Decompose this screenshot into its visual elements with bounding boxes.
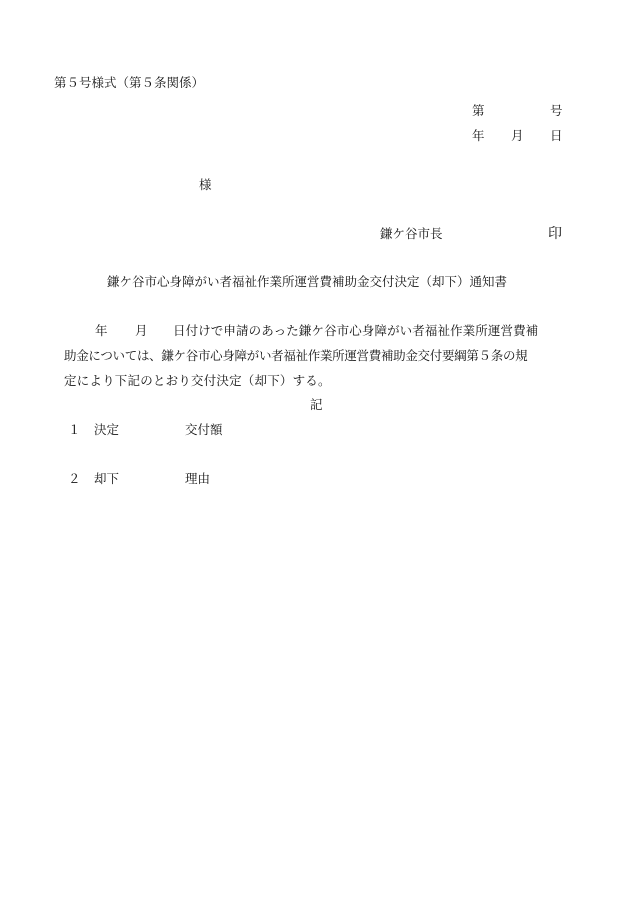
item-2-label: 却下 bbox=[94, 471, 120, 486]
document-number-suffix: 号 bbox=[550, 103, 563, 118]
seal-mark: 印 bbox=[548, 226, 562, 242]
body-line-2: 助金については、鎌ケ谷市心身障がい者福祉作業所運営費補助金交付要綱第５条の規 bbox=[64, 348, 528, 363]
item-1-number: １ bbox=[68, 422, 81, 437]
body-line-3: 定により下記のとおり交付決定（却下）する。 bbox=[64, 373, 331, 388]
date-year: 年 bbox=[472, 128, 485, 143]
document-number-prefix: 第 bbox=[472, 103, 485, 118]
addressee-honorific: 様 bbox=[199, 177, 212, 192]
date-month: 月 bbox=[511, 128, 524, 143]
item-1-label: 決定 bbox=[94, 422, 120, 437]
document-title: 鎌ケ谷市心身障がい者福祉作業所運営費補助金交付決定（却下）通知書 bbox=[107, 274, 508, 289]
item-1-field: 交付額 bbox=[185, 422, 223, 437]
body-year: 年 bbox=[95, 323, 108, 338]
item-2-field: 理由 bbox=[185, 471, 211, 486]
body-line-1: 日付けで申請のあった鎌ケ谷市心身障がい者福祉作業所運営費補 bbox=[173, 323, 539, 338]
body-month: 月 bbox=[135, 323, 148, 338]
sender-title: 鎌ケ谷市長 bbox=[380, 226, 443, 241]
date-day: 日 bbox=[550, 128, 563, 143]
item-2-number: ２ bbox=[68, 471, 81, 486]
notes-heading: 記 bbox=[310, 397, 323, 412]
form-number: 第５号様式（第５条関係） bbox=[54, 75, 205, 90]
